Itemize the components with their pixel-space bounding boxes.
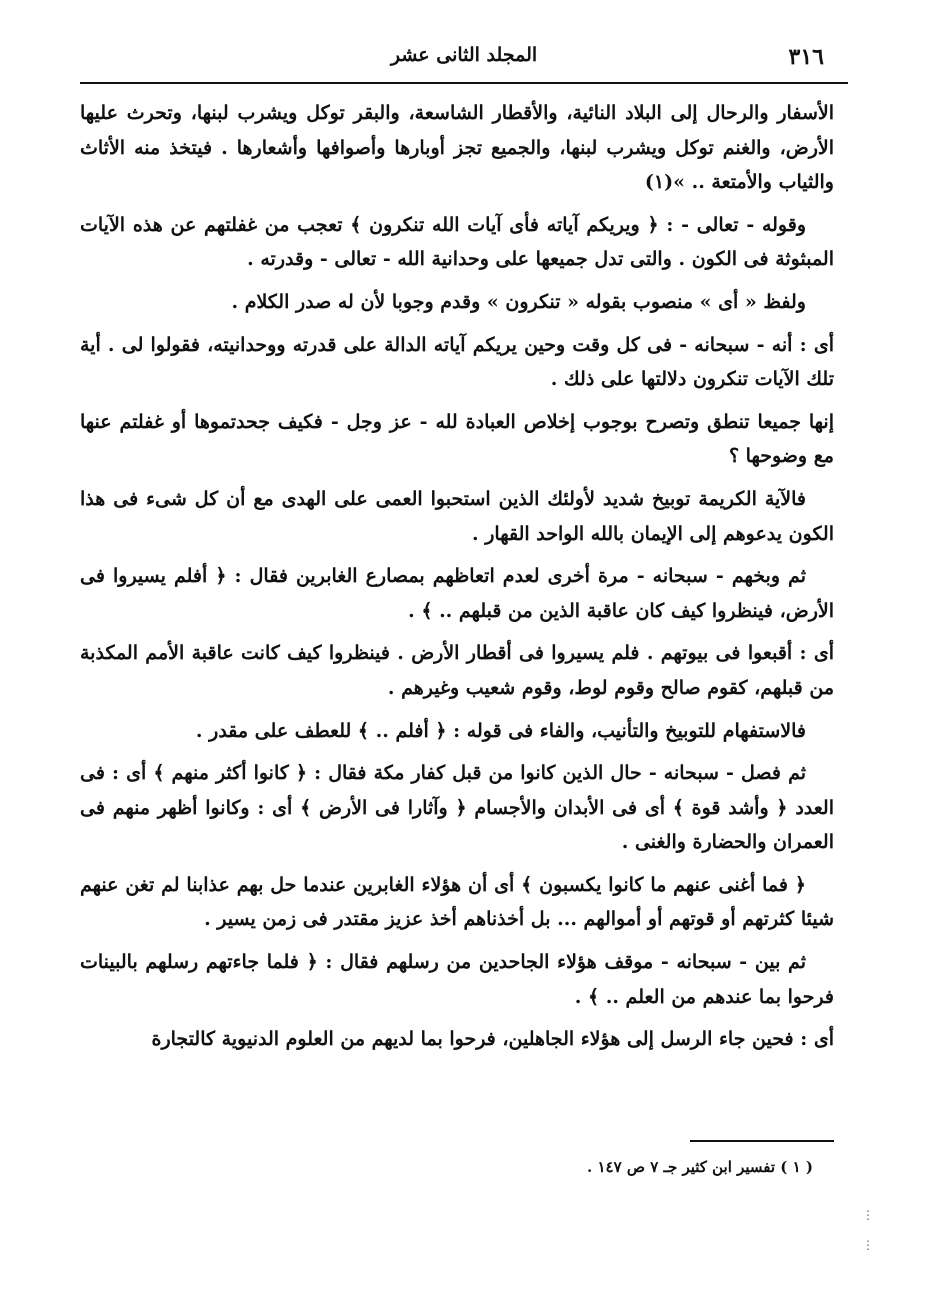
scan-edge-mark: ⋮ xyxy=(862,1208,874,1222)
paragraph: أى : فحين جاء الرسل إلى هؤلاء الجاهلين، فرحوا بما لديهم من العلوم الدنيوية كالتجارة xyxy=(151,1028,834,1051)
paragraph: ﴿ فما أغنى عنهم ما كانوا يكسبون ﴾ أى أن هؤلاء الغابرين عندما حل بهم عذابنا لم تغن عنهم شيئا كثرتهم أو قوتهم أو أموالهم ... بل أخذناهم أخذ عزيز مقتدر فى زمن يسير . xyxy=(80,873,834,931)
paragraph: ثم وبخهم - سبحانه - مرة أخرى لعدم اتعاظهم بمصارع الغابرين فقال : ﴿ أفلم يسيروا فى الأرض، فينظروا كيف كان عاقبة الذين من قبلهم .. ﴾ . xyxy=(80,565,834,622)
header-rule xyxy=(80,82,848,84)
footnote-rule xyxy=(690,1140,834,1142)
paragraph: ثم فصل - سبحانه - حال الذين كانوا من قبل كفار مكة فقال : ﴿ كانوا أكثر منهم ﴾ أى : فى العدد ﴿ وأشد قوة ﴾ أى فى الأبدان والأجسام ﴿ وآثارا فى الأرض ﴾ أى : وكانوا أظهر منهم فى العمران والحضارة والغنى . xyxy=(80,762,834,854)
paragraph: إنها جميعا تنطق وتصرح بوجوب إخلاص العبادة لله - عز وجل - فكيف جحدتموها أو غفلتم عنها مع وضوحها ؟ xyxy=(80,410,834,468)
scan-edge-mark: ⋮ xyxy=(862,1238,874,1252)
paragraph: أى : أنه - سبحانه - فى كل وقت وحين يريكم آياته الدالة على قدرته ووحدانيته، فقولوا لى . أية تلك الآيات تنكرون دلالتها على ذلك . xyxy=(80,333,834,391)
paragraph: فالاستفهام للتوبيخ والتأنيب، والفاء فى قوله : ﴿ أفلم .. ﴾ للعطف على مقدر . xyxy=(195,719,806,742)
footnote: ( ١ ) تفسير ابن كثير جـ ٧ ص ١٤٧ . xyxy=(587,1158,813,1176)
paragraph: وقوله - تعالى - : ﴿ ويريكم آياته فأى آيات الله تنكرون ﴾ تعجب من غفلتهم عن هذه الآيات المبثوثة فى الكون . والتى تدل جميعها على وحدانية الله - تعالى - وقدرته . xyxy=(80,213,834,271)
paragraph: أى : أقبعوا فى بيوتهم . فلم يسيروا فى أقطار الأرض . فينظروا كيف كانت عاقبة الأمم المكذبة من قبلهم، كقوم صالح وقوم لوط، وقوم شعيب وغيرهم . xyxy=(80,642,834,699)
page-header xyxy=(80,38,848,80)
paragraph: ثم بين - سبحانه - موقف هؤلاء الجاحدين من رسلهم فقال : ﴿ فلما جاءتهم رسلهم بالبينات فرحوا بما عندهم من العلم .. ﴾ . xyxy=(80,951,834,1008)
paragraph: ولفظ « أى » منصوب بقوله « تنكرون » وقدم وجوبا لأن له صدر الكلام . xyxy=(231,290,806,313)
body-text xyxy=(80,96,834,1065)
running-title: المجلد الثانى عشر xyxy=(390,44,538,66)
paragraph: فالآية الكريمة توبيخ شديد لأولئك الذين استحبوا العمى على الهدى مع أن كل شىء فى هذا الكون يدعوهم إلى الإيمان بالله الواحد القهار . xyxy=(80,487,834,545)
paragraph: الأسفار والرحال إلى البلاد النائية، والأقطار الشاسعة، والبقر توكل ويشرب لبنها، وتحرث عليها الأرض، والغنم توكل ويشرب لبنها، والجميع تجز أوبارها وأصوافها وأشعارها . فيتخذ منه الأثاث والثياب والأمتعة .. »(١) xyxy=(80,102,834,194)
page-number: ٣١٦ xyxy=(788,44,824,70)
